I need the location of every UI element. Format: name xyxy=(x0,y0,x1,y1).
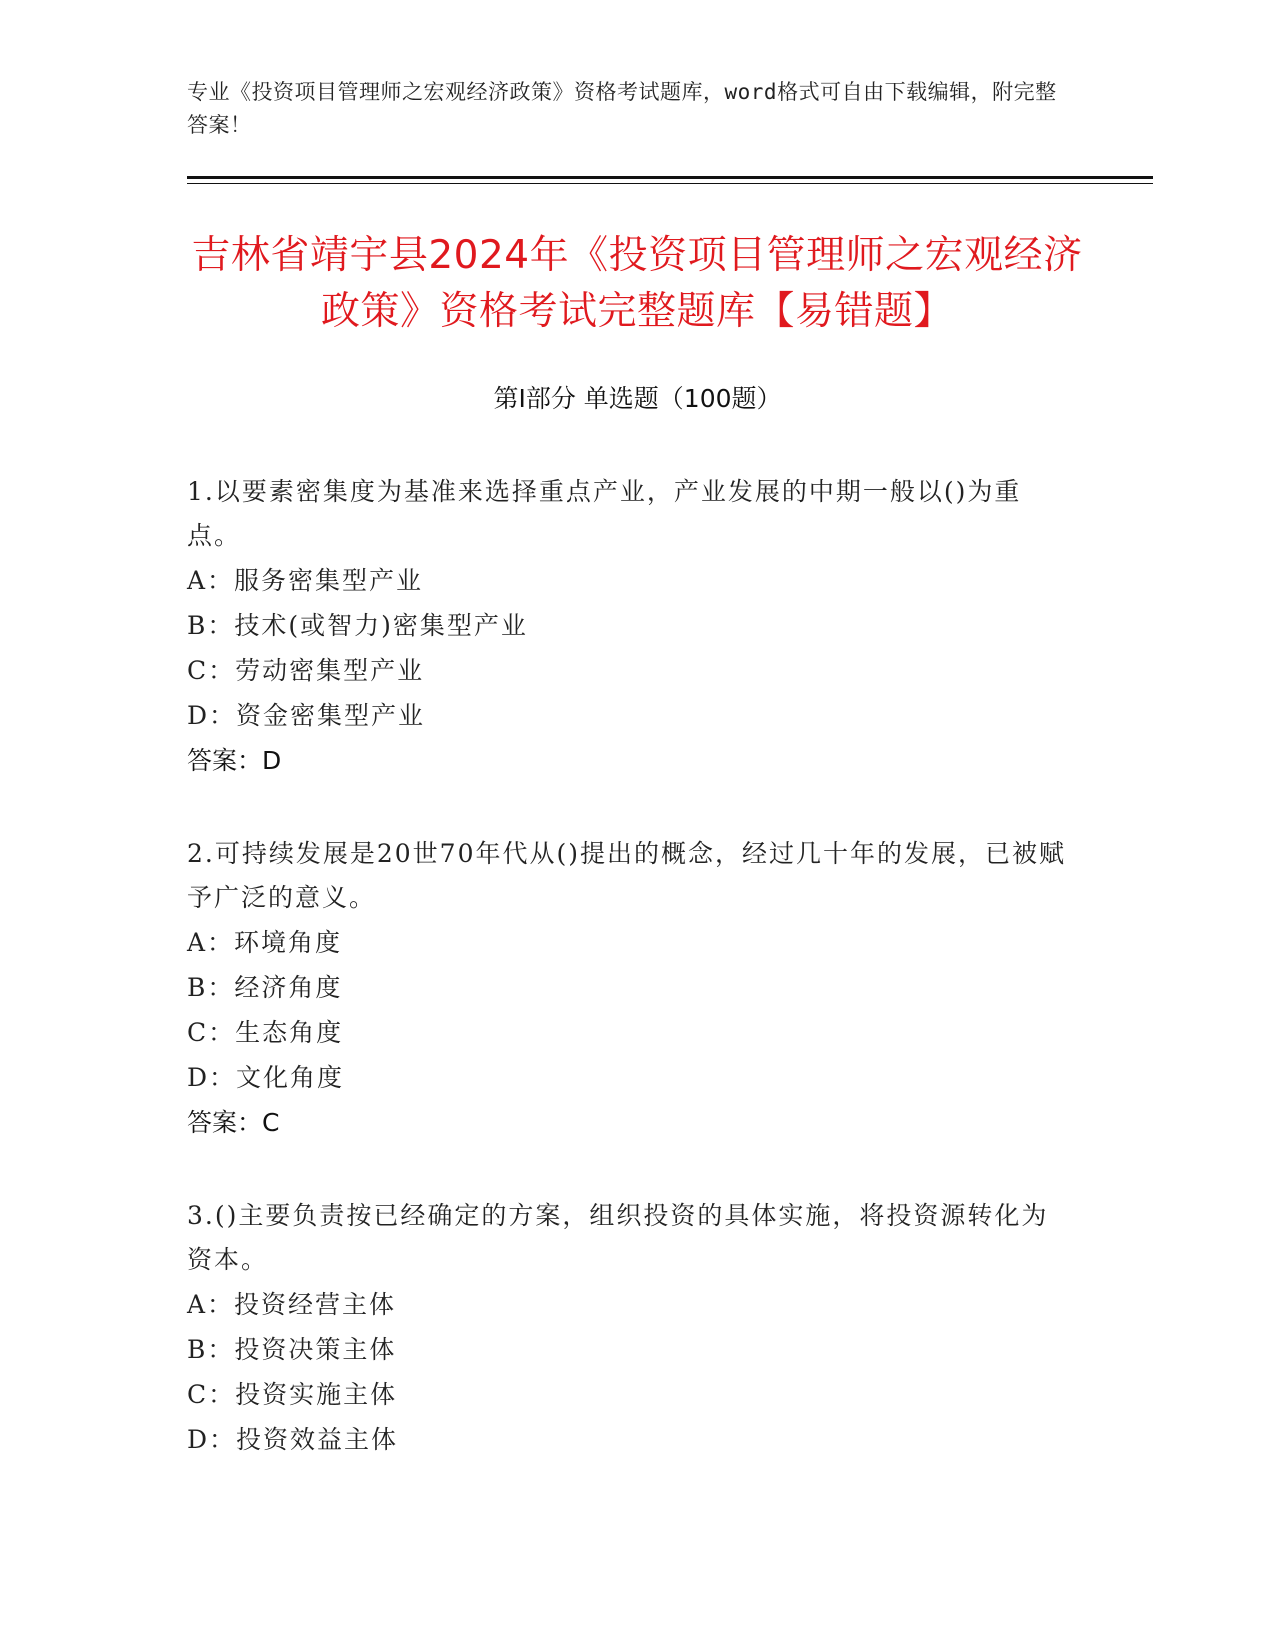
option-a: A：服务密集型产业 xyxy=(187,566,424,595)
question-list xyxy=(187,470,1067,1511)
header-divider-thick xyxy=(187,176,1153,179)
question-stem: 2.可持续发展是20世70年代从()提出的概念，经过几十年的发展，已被赋予广泛的意义。 xyxy=(187,839,1066,912)
option-d: D：文化角度 xyxy=(187,1063,345,1092)
question-3 xyxy=(187,1194,1067,1462)
option-c: C：投资实施主体 xyxy=(187,1380,398,1409)
answer: 答案：D xyxy=(187,746,282,775)
question-stem: 1.以要素密集度为基准来选择重点产业，产业发展的中期一般以()为重点。 xyxy=(187,477,1022,550)
header-divider-thin xyxy=(187,183,1153,184)
option-d: D：资金密集型产业 xyxy=(187,701,426,730)
section-title: 第Ⅰ部分 单选题（100题） xyxy=(493,384,782,413)
answer: 答案：C xyxy=(187,1108,280,1137)
header-note: 专业《投资项目管理师之宏观经济政策》资格考试题库，word格式可自由下载编辑，附完整答案！ xyxy=(187,80,1057,137)
question-stem: 3.()主要负责按已经确定的方案，组织投资的具体实施，将投资源转化为资本。 xyxy=(187,1201,1049,1274)
option-d: D：投资效益主体 xyxy=(187,1425,399,1454)
option-a: A：环境角度 xyxy=(187,928,343,957)
option-a: A：投资经营主体 xyxy=(187,1290,397,1319)
document-title: 吉林省靖宇县2024年《投资项目管理师之宏观经济政策》资格考试完整题库【易错题】 xyxy=(191,233,1083,334)
question-2 xyxy=(187,832,1067,1145)
option-c: C：生态角度 xyxy=(187,1018,344,1047)
option-b: B：经济角度 xyxy=(187,973,343,1002)
option-b: B：技术(或智力)密集型产业 xyxy=(187,611,528,640)
option-b: B：投资决策主体 xyxy=(187,1335,397,1364)
option-c: C：劳动密集型产业 xyxy=(187,656,425,685)
question-1 xyxy=(187,470,1067,783)
